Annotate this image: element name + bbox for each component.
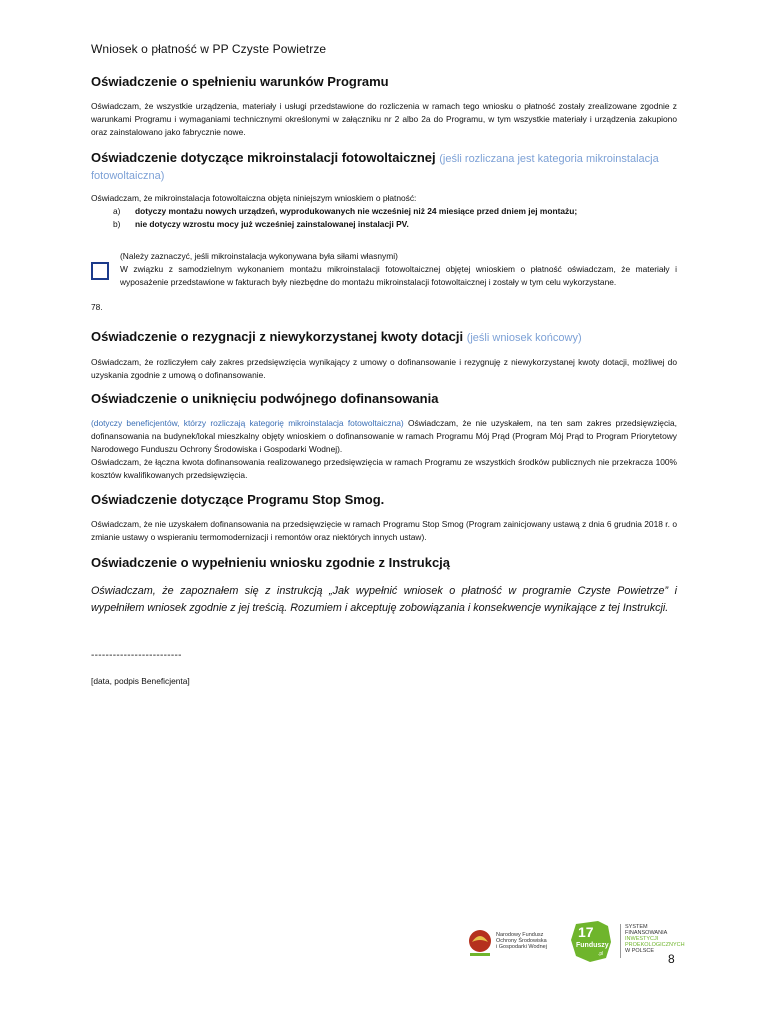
signature-line: ------------------------- bbox=[91, 650, 182, 661]
nfosigw-line: i Gospodarki Wodnej bbox=[496, 944, 547, 950]
own-work-checkbox[interactable] bbox=[91, 262, 109, 280]
sf-line: FINANSOWANIA bbox=[625, 930, 668, 936]
list-marker: b) bbox=[113, 219, 121, 229]
sf-line: PROEKOLOGICZNYCH bbox=[625, 942, 685, 948]
list-item-text: nie dotyczy wzrostu mocy już wcześniej zainstalowanej instalacji PV. bbox=[135, 219, 409, 229]
sf-line: INWESTYCJI bbox=[625, 936, 659, 942]
signature-label: [data, podpis Beneficjenta] bbox=[91, 676, 190, 686]
section-title bbox=[91, 150, 677, 184]
section-photovoltaic bbox=[91, 150, 677, 231]
item-number: 78. bbox=[91, 302, 103, 312]
section-title: Oświadczenie o uniknięciu podwójnego dofinansowania bbox=[91, 391, 439, 406]
section-intro: Oświadczam, że mikroinstalacja fotowoltaiczna objęta niniejszym wnioskiem o płatność: bbox=[91, 193, 417, 203]
footer-logos bbox=[462, 918, 685, 966]
page-number: 8 bbox=[668, 952, 675, 966]
section-title-note: (jeśli wniosek końcowy) bbox=[466, 332, 582, 344]
section-double-funding bbox=[91, 391, 677, 482]
section-title: Oświadczenie dotyczące Programu Stop Smog. bbox=[91, 492, 385, 507]
list-item bbox=[91, 205, 677, 218]
nfosigw-logo bbox=[462, 926, 562, 962]
nfosigw-line: Narodowy Fundusz bbox=[496, 932, 544, 938]
section-title-text: Oświadczenie dotyczące mikroinstalacji fotowoltaicznej bbox=[91, 150, 436, 165]
section-resignation bbox=[91, 329, 677, 382]
section-title: Oświadczenie o wypełnieniu wniosku zgodnie z Instrukcją bbox=[91, 555, 451, 570]
section-stop-smog bbox=[91, 492, 677, 544]
section-title: Oświadczenie o spełnieniu warunków Programu bbox=[91, 74, 389, 89]
conditions-list bbox=[91, 205, 677, 231]
sf-line: SYSTEM bbox=[625, 924, 648, 930]
badge-number: 17 bbox=[578, 924, 594, 940]
list-marker: a) bbox=[113, 206, 121, 216]
section-text-1: Oświadczam, że nie uzyskałem, na ten sam zakres przedsięwzięcia, dofinansowania na budynek/lokal mieszkalny objęty wnioskiem o dofinansowanie w ramach Programu Mój Prąd (Program Mój Prąd to Program Priorytetowy Narodowego Funduszu Ochrony Środowiska i Gospodarki Wodnej). bbox=[91, 418, 677, 454]
section-instruction bbox=[91, 555, 677, 617]
section-text: Oświadczam, że nie uzyskałem dofinansowania na przedsięwzięcie w ramach Programu Stop Smog (Program zainicjowany ustawą z dnia 6 grudnia 2018 r. o zmianie ustawy o wspieraniu termomodernizacji i remontów oraz niektórych innych ustaw). bbox=[91, 519, 677, 542]
section-title bbox=[91, 329, 677, 346]
sf-line: W POLSCE bbox=[625, 948, 655, 954]
17-funduszy-logo bbox=[568, 918, 614, 964]
section-note: (dotyczy beneficjentów, którzy rozliczają kategorię mikroinstalacja fotowoltaiczna) bbox=[91, 418, 404, 428]
section-text: Oświadczam, że zapoznałem się z instrukcją „Jak wypełnić wniosek o płatność w programie Czyste Powietrze” i wypełniłem wniosek zgodnie z jej treścią. Rozumiem i akceptuję zobowiązania i konsekwencje wynikające z tej Instrukcji. bbox=[91, 585, 677, 614]
nfosigw-line: Ochrony Środowiska bbox=[496, 938, 547, 944]
section-text: Oświadczam, że wszystkie urządzenia, materiały i usługi przedstawione do rozliczenia w ramach tego wniosku o płatność zostały zrealizowane zgodnie z warunkami Programu i wymaganiami technicznymi określonymi w załączniku nr 2 albo 2a do Programu, w tym wszystkie materiały i urządzenia zakupiono oraz zainstalowano jako fabrycznie nowe. bbox=[91, 101, 677, 137]
nfosigw-emblem-icon bbox=[466, 928, 494, 958]
sf-text bbox=[625, 924, 685, 954]
section-title-text: Oświadczenie o rezygnacji z niewykorzystanej kwoty dotacji bbox=[91, 329, 464, 344]
logo-divider bbox=[620, 924, 621, 958]
section-text bbox=[91, 417, 677, 456]
badge-suffix: .pl bbox=[598, 951, 604, 957]
nfosigw-text bbox=[496, 932, 547, 950]
section-program-conditions bbox=[91, 74, 677, 139]
own-work-note: (Należy zaznaczyć, jeśli mikroinstalacja wykonywana była siłami własnymi) bbox=[120, 251, 398, 261]
section-text: Oświadczam, że rozliczyłem cały zakres przedsięwzięcia wynikający z umowy o dofinansowanie i rezygnuję z niewykorzystanej kwoty dotacji, możliwej do uzyskania zgodnie z umową o dofinansowanie. bbox=[91, 357, 677, 380]
badge-text: Funduszy bbox=[576, 942, 609, 949]
list-item bbox=[91, 218, 677, 231]
section-title-note: (jeśli rozliczana jest kategoria mikroinstalacja fotowoltaiczna) bbox=[91, 153, 659, 182]
list-item-text: dotyczy montażu nowych urządzeń, wyprodukowanych nie wcześniej niż 24 miesiące przed dniem jej montażu; bbox=[135, 206, 578, 216]
own-work-statement bbox=[120, 250, 677, 289]
own-work-text: W związku z samodzielnym wykonaniem montażu mikroinstalacji fotowoltaicznej objętej wnioskiem o płatność oświadczam, że materiały i wyposażenie przedstawione w fakturach były niezbędne do montażu mikroinstalacji fotowoltaicznej i zostały w tym celu wykorzystane. bbox=[120, 264, 677, 287]
page-header: Wniosek o płatność w PP Czyste Powietrze bbox=[91, 42, 327, 56]
section-text-2: Oświadczam, że łączna kwota dofinansowania realizowanego przedsięwzięcia w ramach Programu ze wszystkich środków publicznych nie przekracza 100% kosztów kwalifikowanych przedsięwzięcia. bbox=[91, 457, 677, 480]
